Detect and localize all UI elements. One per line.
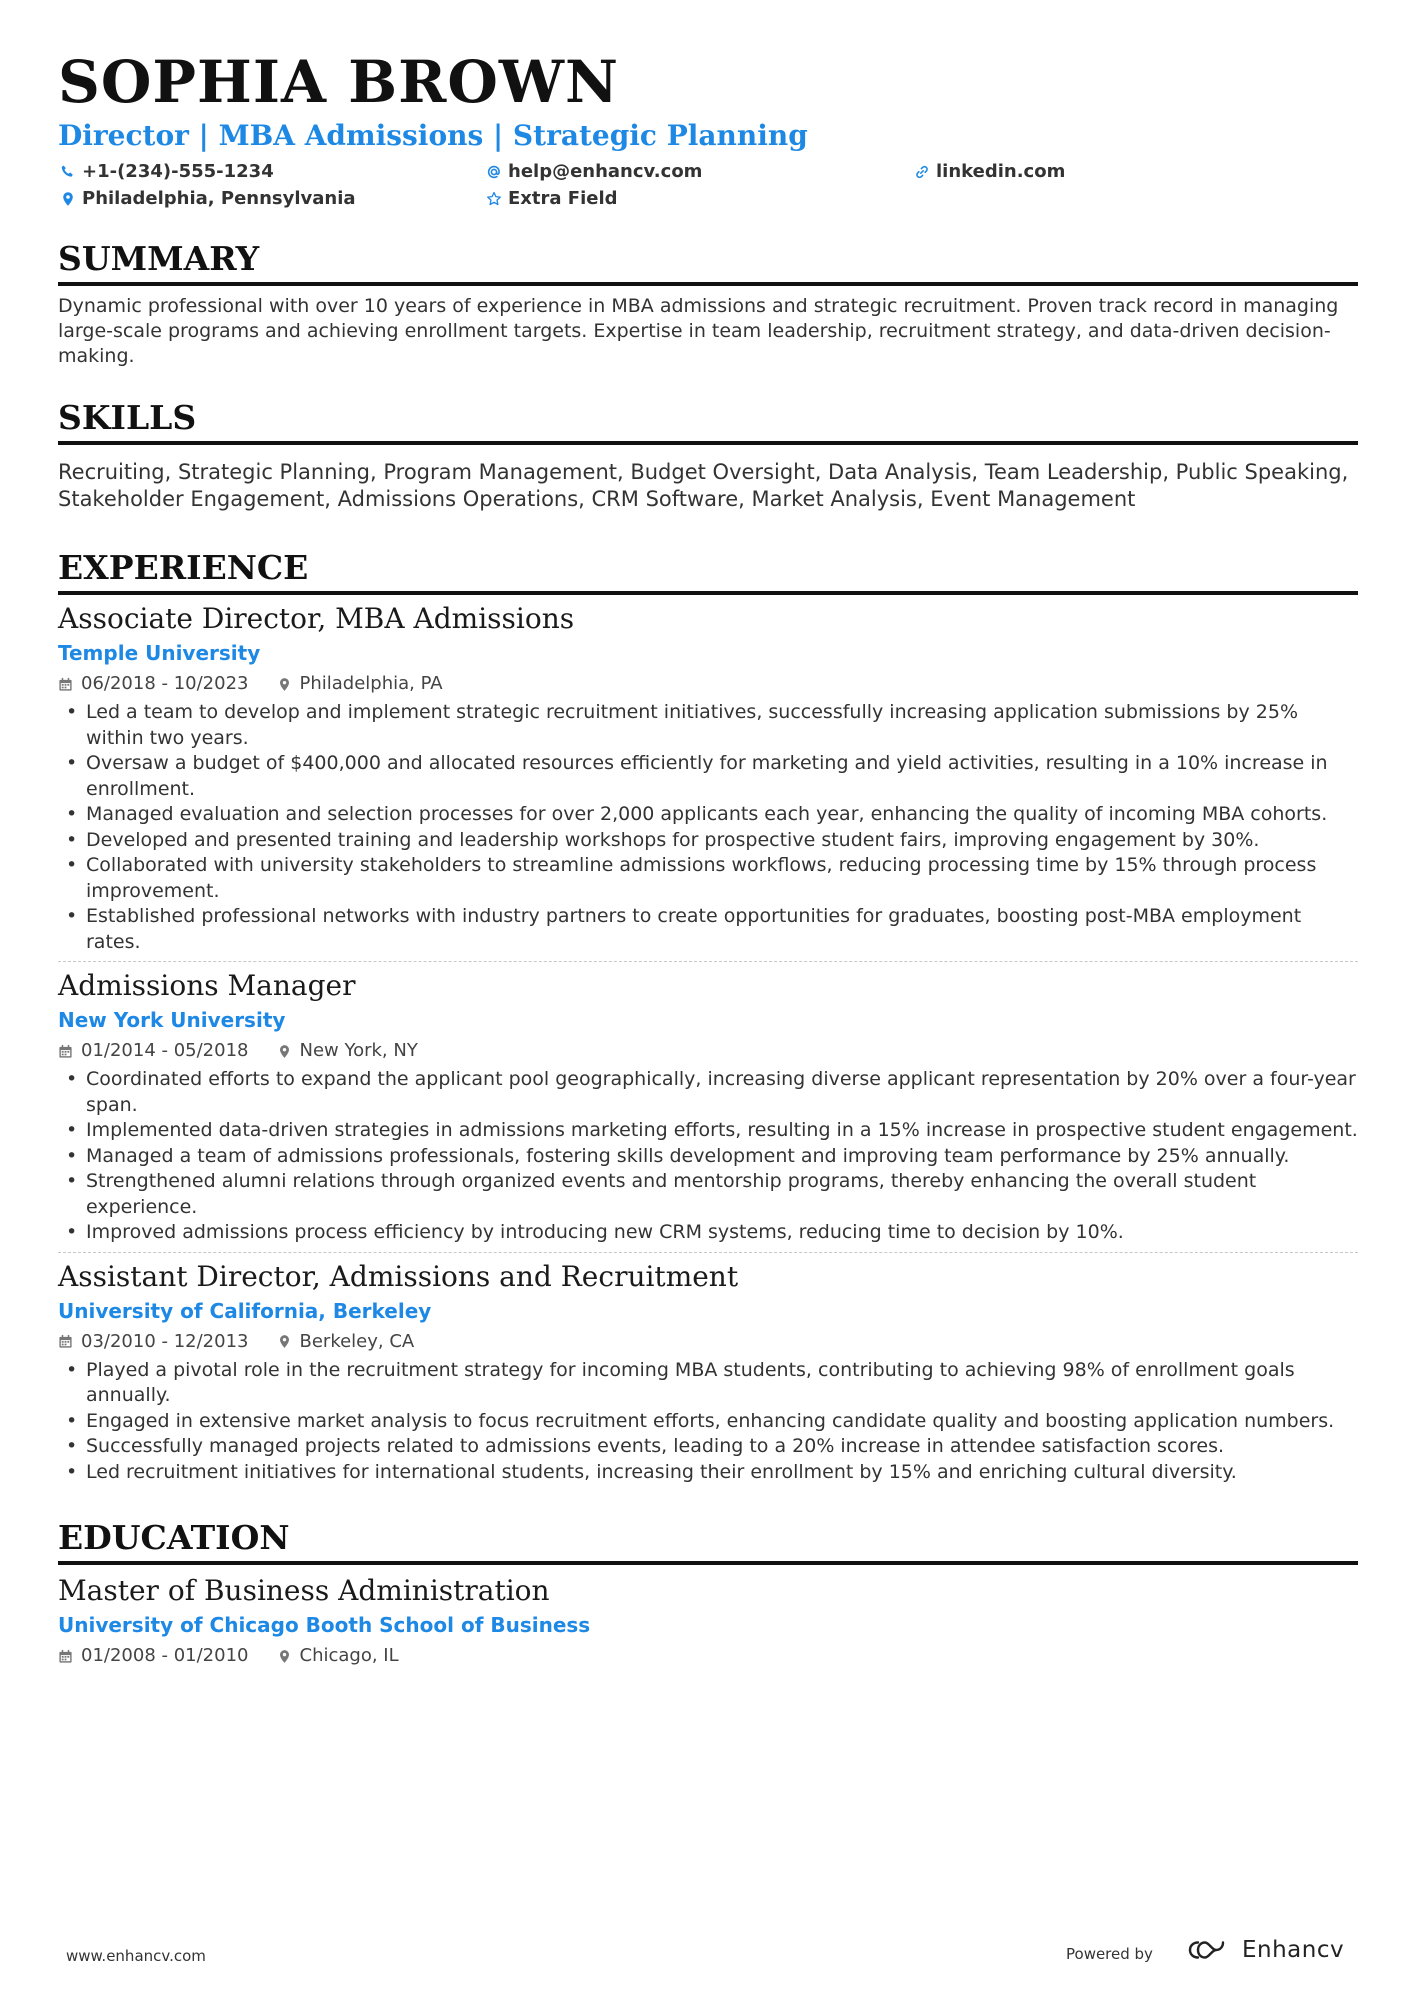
job-location — [277, 672, 443, 696]
achievement-item: • Coordinated efforts to expand the applicant pool geographically, increasing diverse applicant representation by 20% over a four-year span. — [58, 1067, 1358, 1118]
contact-phone[interactable] — [60, 160, 274, 184]
at-icon — [486, 164, 502, 180]
footer-url[interactable]: www.enhancv.com — [66, 1947, 206, 1965]
location-pin-icon — [277, 1044, 292, 1059]
contact-extra — [486, 187, 618, 211]
dates-text: 01/2014 - 05/2018 — [81, 1040, 249, 1061]
phone-text: +1-(234)-555-1234 — [82, 161, 274, 182]
job-meta — [58, 672, 1358, 696]
achievement-item: • Played a pivotal role in the recruitment strategy for incoming MBA students, contributing to achieving 98% of enrollment goals annually. — [58, 1358, 1358, 1409]
location-pin-icon — [277, 1649, 292, 1664]
achievement-item: • Improved admissions process efficiency by introducing new CRM systems, reducing time to decision by 10%. — [58, 1220, 1358, 1246]
school: University of Chicago Booth School of Business — [58, 1613, 591, 1637]
achievement-list — [58, 1358, 1358, 1486]
skills-text: Recruiting, Strategic Planning, Program Management, Budget Oversight, Data Analysis, Team Leadership, Public Speaking, Stakeholder Engagement, Admissions Operations, CRM Software, Market Analysis, Event Management — [58, 460, 1349, 511]
calendar-icon — [58, 1649, 73, 1664]
education-location — [277, 1644, 399, 1668]
achievement-item: • Managed evaluation and selection processes for over 2,000 applicants each year, enhancing the quality of incoming MBA cohorts. — [58, 802, 1358, 828]
email-text: help@enhancv.com — [508, 161, 703, 182]
contact-email[interactable] — [486, 160, 702, 184]
degree: Master of Business Administration — [58, 1574, 550, 1607]
powered-by-label: Powered by — [1066, 1945, 1153, 1963]
experience-entry — [58, 1252, 1358, 1492]
employer: New York University — [58, 1008, 286, 1032]
education-entry — [58, 1565, 1358, 1668]
summary-text: Dynamic professional with over 10 years of experience in MBA admissions and strategic recruitment. Proven track record in managing large-scale programs and achieving enrollment targets. Expertise in team leadership, recruitment strategy, and data-driven decision-making. — [58, 295, 1339, 367]
phone-icon — [60, 164, 76, 180]
contact-linkedin[interactable] — [914, 160, 1065, 184]
summary-heading: SUMMARY — [58, 238, 1358, 286]
experience-entry — [58, 961, 1358, 1252]
calendar-icon — [58, 1334, 73, 1349]
location-pin-icon — [277, 1334, 292, 1349]
enhancv-logo-icon — [1186, 1937, 1232, 1963]
location-pin-icon — [60, 191, 76, 207]
achievement-item: • Developed and presented training and leadership workshops for prospective student fairs, improving engagement by 30%. — [58, 828, 1358, 854]
star-icon — [486, 191, 502, 207]
location-text: Philadelphia, PA — [299, 673, 443, 694]
dates-text: 01/2008 - 01/2010 — [81, 1645, 249, 1666]
job-dates — [58, 1039, 249, 1063]
contact-location — [60, 187, 356, 211]
education-dates — [58, 1644, 249, 1668]
resume-page — [58, 48, 1358, 1668]
linkedin-text: linkedin.com — [936, 161, 1066, 182]
calendar-icon — [58, 1044, 73, 1059]
location-text: Berkeley, CA — [299, 1330, 415, 1352]
achievement-item: • Led recruitment initiatives for international students, increasing their enrollment by 15% and enriching cultural diversity. — [58, 1460, 1358, 1486]
dates-text: 03/2010 - 12/2013 — [81, 1330, 249, 1352]
job-location — [277, 1039, 418, 1063]
achievement-item: • Implemented data-driven strategies in admissions marketing efforts, resulting in a 15% increase in prospective student engagement. — [58, 1118, 1358, 1144]
achievement-item: • Oversaw a budget of $400,000 and allocated resources efficiently for marketing and yield activities, resulting in a 10% increase in enrollment. — [58, 751, 1358, 802]
achievement-item: • Led a team to develop and implement strategic recruitment initiatives, successfully increasing application submissions by 25% within two years. — [58, 700, 1358, 751]
dates-text: 06/2018 - 10/2023 — [81, 673, 249, 694]
brand-name: Enhancv — [1242, 1937, 1345, 1963]
job-title: Assistant Director, Admissions and Recruitment — [58, 1259, 739, 1293]
achievement-list — [58, 1067, 1358, 1246]
experience-entry — [58, 595, 1358, 961]
job-title: Admissions Manager — [58, 969, 356, 1002]
education-meta — [58, 1644, 1358, 1668]
achievement-item: • Established professional networks with industry partners to create opportunities for graduates, boosting post-MBA employment rates. — [58, 904, 1358, 955]
headline: Director | MBA Admissions | Strategic Planning — [58, 119, 808, 152]
job-dates — [58, 1330, 249, 1354]
extra-text: Extra Field — [508, 188, 618, 209]
location-text: Chicago, IL — [299, 1645, 399, 1666]
job-meta — [58, 1330, 1358, 1354]
experience-heading: EXPERIENCE — [58, 547, 1358, 595]
location-text: New York, NY — [299, 1040, 418, 1061]
calendar-icon — [58, 677, 73, 692]
contact-info — [58, 158, 1358, 212]
employer: Temple University — [58, 641, 261, 665]
achievement-item: • Collaborated with university stakeholders to streamline admissions workflows, reducing processing time by 15% through process improvement. — [58, 853, 1358, 904]
job-title: Associate Director, MBA Admissions — [58, 602, 575, 635]
achievement-item: • Strengthened alumni relations through organized events and mentorship programs, thereby enhancing the overall student experience. — [58, 1169, 1358, 1220]
location-text: Philadelphia, Pennsylvania — [82, 188, 356, 209]
skills-heading: SKILLS — [58, 397, 1358, 445]
location-pin-icon — [277, 677, 292, 692]
brand-logo[interactable] — [1186, 1937, 1344, 1963]
footer — [0, 1935, 1410, 1975]
achievement-item: • Successfully managed projects related to admissions events, leading to a 20% increase in attendee satisfaction scores. — [58, 1434, 1358, 1460]
job-meta — [58, 1039, 1358, 1063]
link-icon — [914, 164, 930, 180]
job-dates — [58, 672, 249, 696]
employer: University of California, Berkeley — [58, 1298, 432, 1323]
education-heading: EDUCATION — [58, 1517, 1358, 1565]
candidate-name: SOPHIA BROWN — [58, 48, 620, 116]
achievement-list — [58, 700, 1358, 955]
achievement-item: • Managed a team of admissions professionals, fostering skills development and improving team performance by 25% annually. — [58, 1144, 1358, 1170]
achievement-item: • Engaged in extensive market analysis to focus recruitment efforts, enhancing candidate quality and boosting application numbers. — [58, 1409, 1358, 1435]
job-location — [277, 1330, 415, 1354]
